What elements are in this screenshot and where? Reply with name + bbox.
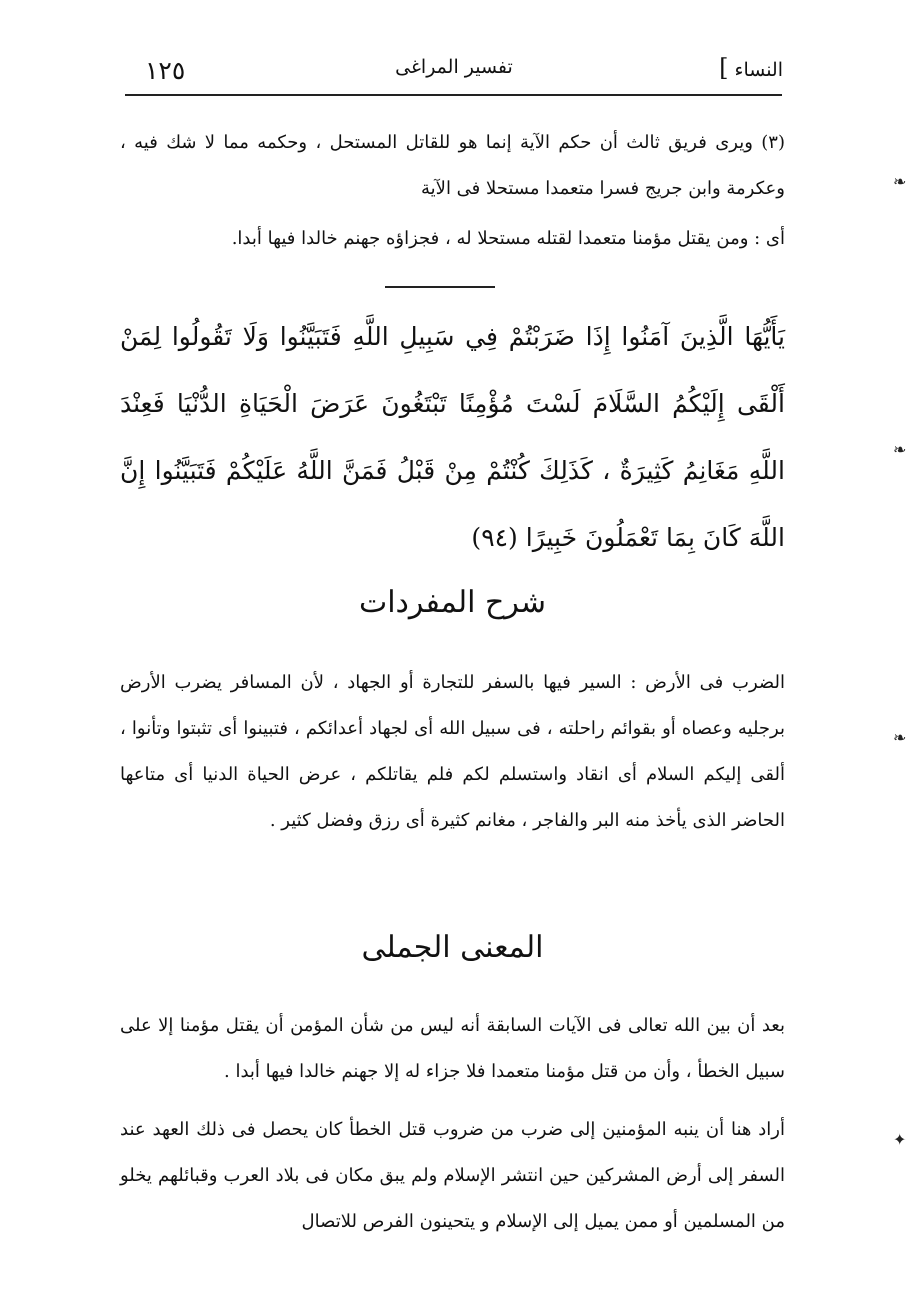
vocab-paragraph: الضرب فى الأرض : السير فيها بالسفر للتجارة أو الجهاد ، لأن المسافر يضرب الأرض برجليه وعصاه أو بقوائم راحلته ، فى سبيل الله أى لجهاد أعدائكم ، فتبينوا أى تثبتوا وتأنوا ، ألقى إليكم السلام أى انقاد واستسلم لكم فلم يقاتلكم ، عرض الحياة الدنيا أى متاعها الحاضر الذى يأخذ منه البر والفاجر ، مغانم كثيرة أى رزق وفضل كثير . (120, 672, 785, 831)
page-number: ١٢٥ (145, 56, 186, 85)
meaning-paragraph-2: أراد هنا أن ينبه المؤمنين إلى ضرب من ضروب قتل الخطأ كان يحصل فى ذلك العهد عند السفر إلى أرض المشركين حين انتشر الإسلام ولم يبق مكان فى بلاد العرب وقبائلهم يخلو من المسلمين أو ممن يميل إلى الإسلام و يتحينون الفرص للاتصال (120, 1119, 785, 1232)
page-header (125, 48, 783, 88)
margin-mark: ✦ (893, 1130, 907, 1149)
vocab-heading: شرح المفردات (358, 585, 547, 620)
quran-verse: يَأَيُّهَا الَّذِينَ آمَنُوا إِذَا ضَرَبْتُمْ فِي سَبِيلِ اللَّهِ فَتَبَيَّنُوا وَلَا تَقُولُوا لِمَنْ أَلْقَى إِلَيْكُمُ السَّلَامَ لَسْتَ مُؤْمِنًا تَبْتَغُونَ عَرَضَ الْحَيَاةِ الدُّنْيَا فَعِنْدَ اللَّهِ مَغَانِمُ كَثِيرَةٌ ، كَذَلِكَ كُنْتُمْ مِنْ قَبْلُ فَمَنَّ اللَّهُ عَلَيْكُمْ فَتَبَيَّنُوا إِنَّ اللَّهَ كَانَ بِمَا تَعْمَلُونَ خَبِيرًا (٩٤) (120, 322, 785, 552)
meaning-heading: المعنى الجملى (361, 930, 544, 965)
meaning-paragraph-1: بعد أن بين الله تعالى فى الآيات السابقة أنه ليس من شأن المؤمن أن يقتل مؤمنا إلا على سبيل الخطأ ، وأن من قتل مؤمنا متعمدا فلا جزاء له إلا جهنم خالدا فيها أبدا . (120, 1015, 785, 1082)
margin-mark: ❧ (893, 440, 907, 459)
margin-mark: ❧ (893, 172, 907, 191)
book-title: تفسير المراغى (395, 56, 513, 78)
intro-paragraph-2: أى : ومن يقتل مؤمنا متعمدا لقتله مستحلا له ، فجزاؤه جهنم خالدا فيها أبدا. (231, 228, 785, 249)
section-divider (385, 286, 495, 288)
chapter-name: النساء ] (719, 54, 783, 82)
header-rule (125, 94, 782, 96)
intro-paragraph-1: (٣) ويرى فريق ثالث أن حكم الآية إنما هو للقاتل المستحل ، وحكمه مما لا شك فيه ، وعكرمة وابن جريج فسرا متعمدا مستحلا فى الآية (120, 132, 785, 199)
margin-mark: ❧ (893, 728, 907, 747)
